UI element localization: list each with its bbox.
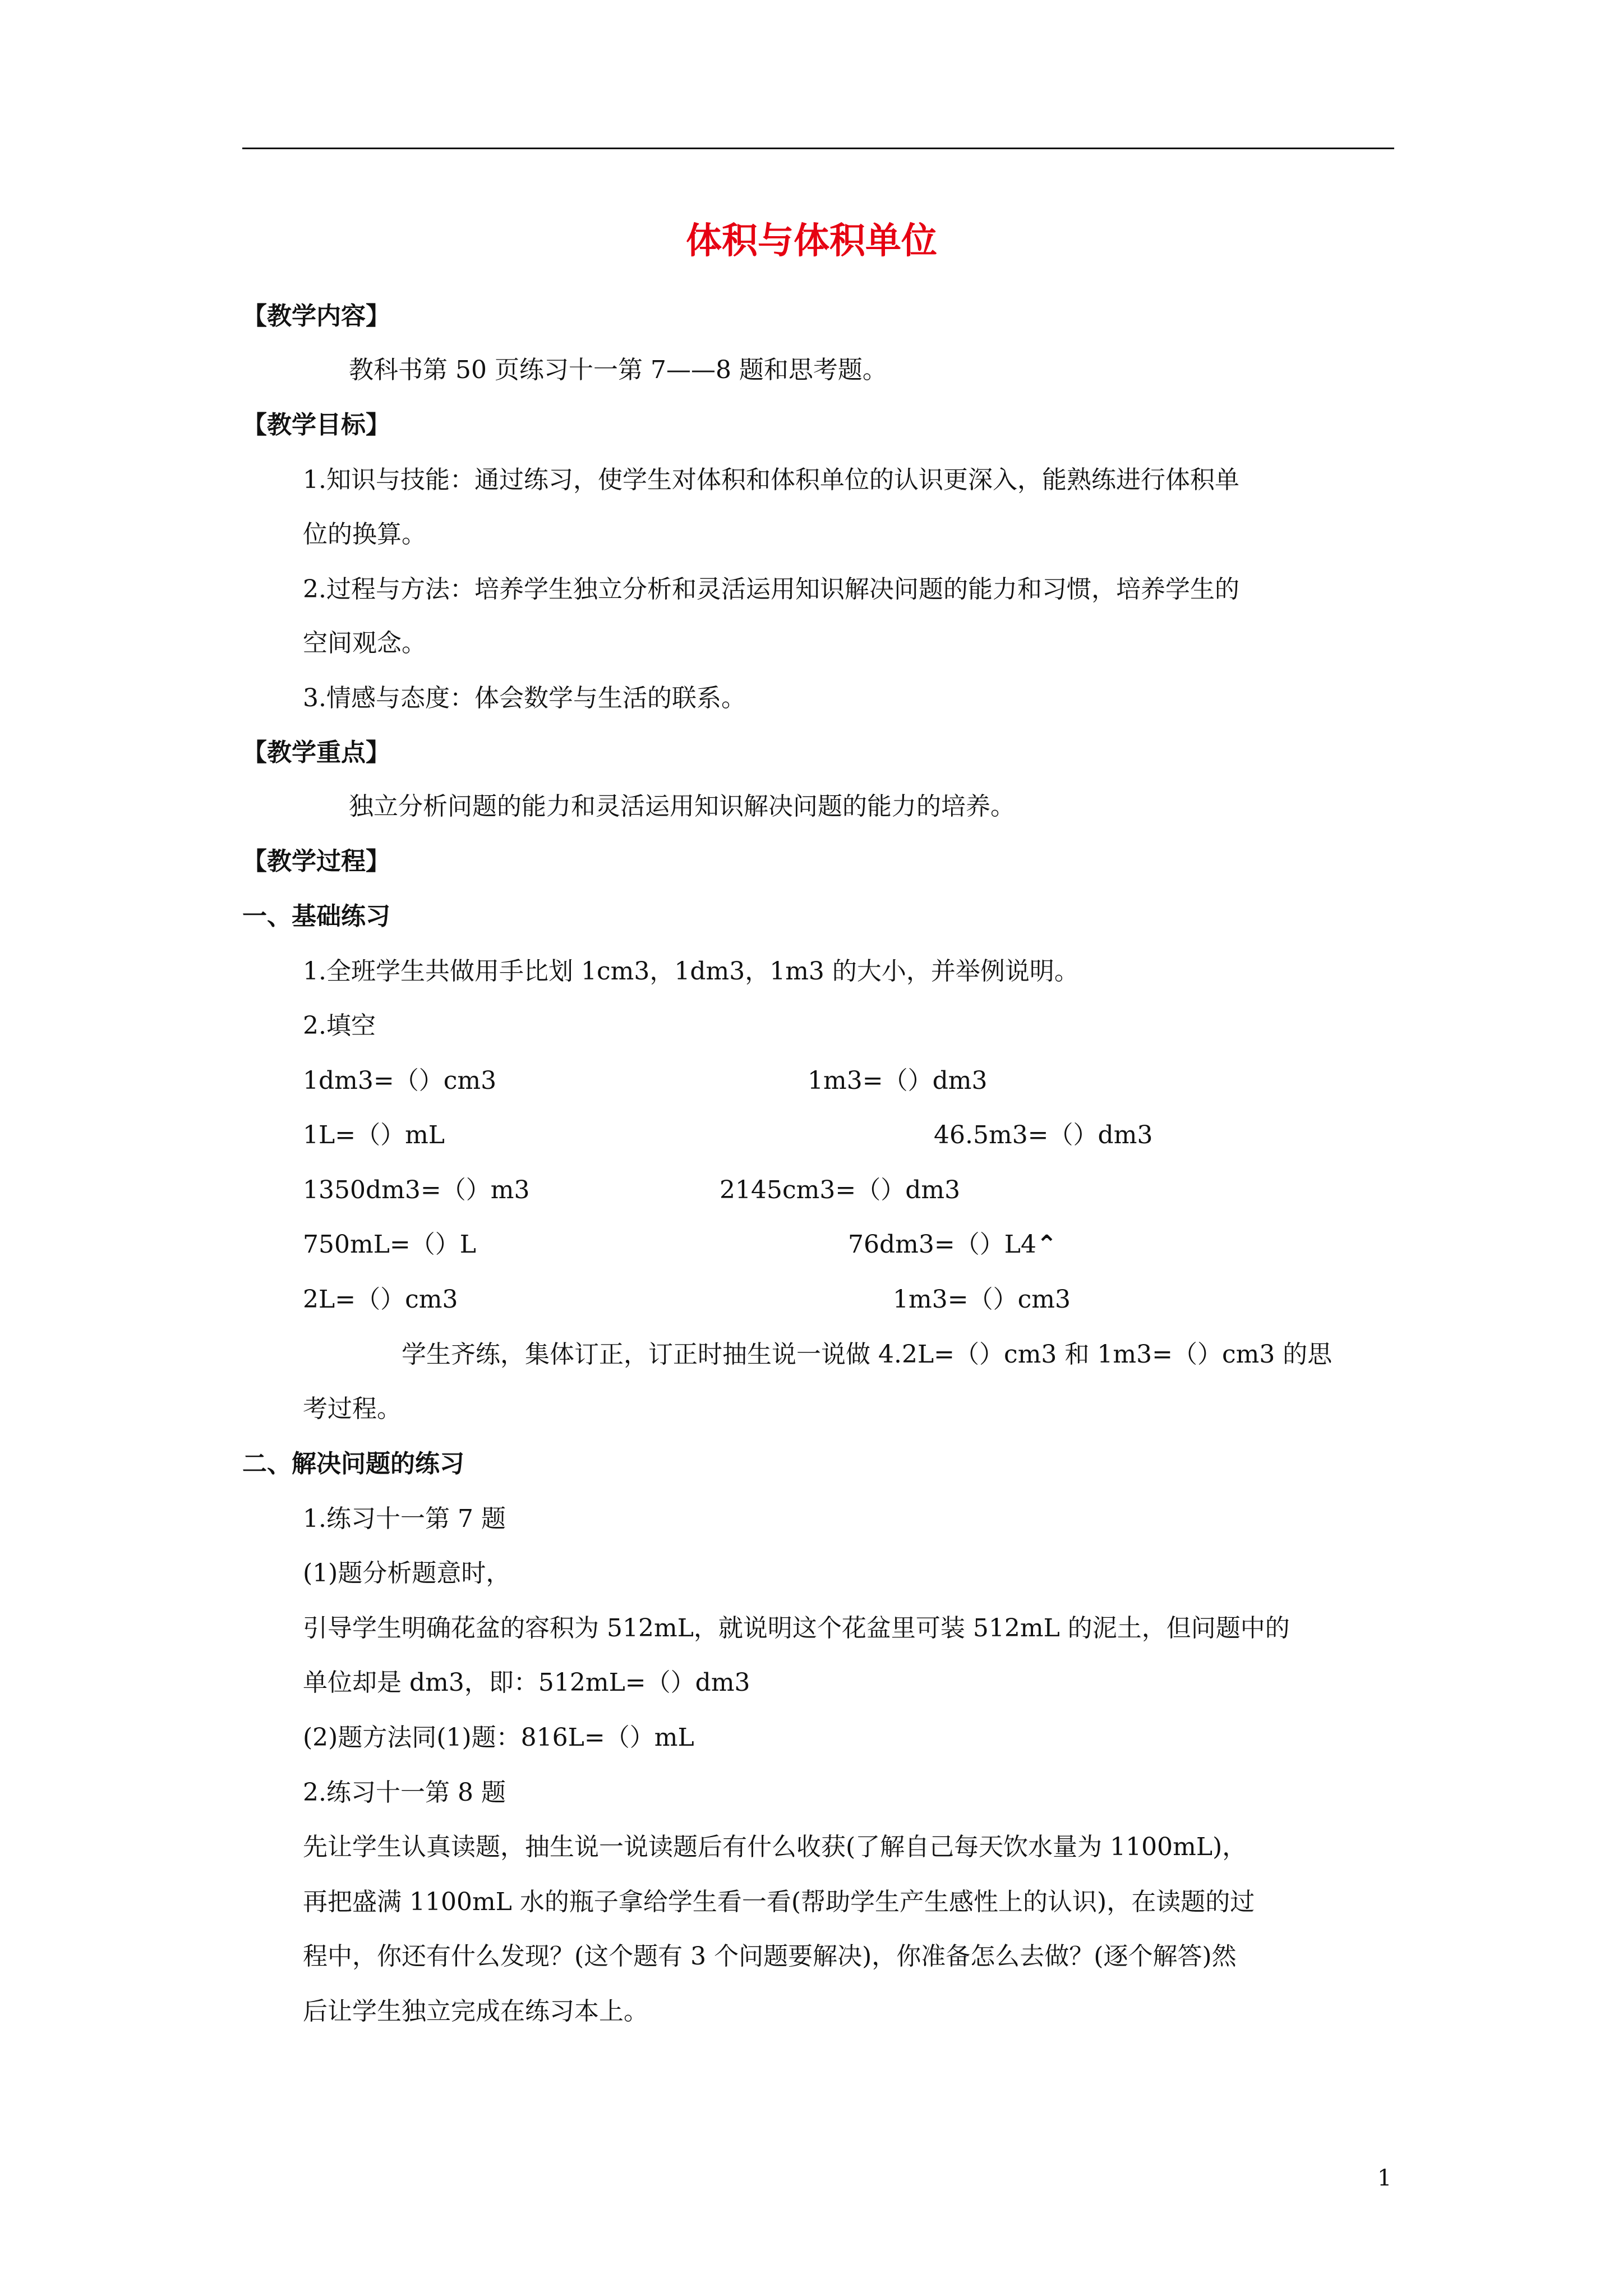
key-text: 独立分析问题的能力和灵活运用知识解决问题的能力的培养。 (349, 792, 1015, 821)
fill-row-2-left: 1L=（）mL (303, 1121, 445, 1149)
fill-row-4-right (848, 1228, 1057, 1262)
fill-row-4-right-text: 76dm3=（）L4 (848, 1230, 1036, 1259)
part-2-item-2-line-3: 程中，你还有什么发现？(这个题有 3 个问题要解决)，你准备怎么去做？(逐个解答)然 (303, 1942, 1237, 1971)
fill-row-5-right: 1m3=（）cm3 (893, 1285, 1071, 1314)
part-1-item-2: 2.填空 (303, 1011, 376, 1040)
part-2-item-1-sub-3: 单位却是 dm3，即：512mL=（）dm3 (303, 1668, 750, 1697)
part-1-note-line-1: 学生齐练，集体订正，订正时抽生说一说做 4.2L=（）cm3 和 1m3=（）cm3 的思 (402, 1340, 1332, 1369)
part-1-item-1: 1.全班学生共做用手比划 1cm3，1dm3，1m3 的大小，并举例说明。 (303, 957, 1079, 986)
goal-1-line-1: 1.知识与技能：通过练习，使学生对体积和体积单位的认识更深入，能熟练进行体积单 (303, 466, 1239, 494)
fill-row-3-right: 2145cm3=（）dm3 (720, 1176, 961, 1204)
section-heading-process: 【教学过程】 (242, 847, 390, 876)
goal-2-line-1: 2.过程与方法：培养学生独立分析和灵活运用知识解决问题的能力和习惯，培养学生的 (303, 575, 1239, 604)
part-2-item-1: 1.练习十一第 7 题 (303, 1504, 506, 1533)
fill-row-2-right: 46.5m3=（）dm3 (934, 1121, 1153, 1149)
goal-1-line-2: 位的换算。 (303, 520, 426, 549)
part-2-item-1-sub-1: (1)题分析题意时， (303, 1559, 511, 1588)
part-1-heading: 一、基础练习 (242, 902, 390, 931)
fill-row-5-left: 2L=（）cm3 (303, 1285, 458, 1314)
goal-3: 3.情感与态度：体会数学与生活的联系。 (303, 684, 746, 712)
part-2-heading: 二、解决问题的练习 (242, 1450, 464, 1478)
section-heading-key: 【教学重点】 (242, 738, 390, 767)
part-1-note-line-2: 考过程。 (303, 1395, 402, 1423)
page-number: 1 (1377, 2165, 1392, 2191)
part-2-item-1-sub-4: (2)题方法同(1)题：816L=（）mL (303, 1723, 694, 1752)
section-heading-content: 【教学内容】 (242, 302, 390, 330)
fill-row-1-right: 1m3=（）dm3 (808, 1066, 988, 1095)
fill-row-1-left: 1dm3=（）cm3 (303, 1066, 497, 1095)
content-text: 教科书第 50 页练习十一第 7——8 题和思考题。 (349, 356, 887, 384)
goal-2-line-2: 空间观念。 (303, 629, 426, 657)
fill-row-3-left: 1350dm3=（）m3 (303, 1176, 530, 1204)
part-2-item-2-line-1: 先让学生认真读题，抽生说一说读题后有什么收获(了解自己每天饮水量为 1100mL)， (303, 1833, 1247, 1861)
part-2-item-2-line-4: 后让学生独立完成在练习本上。 (303, 1997, 648, 2026)
part-2-item-2: 2.练习十一第 8 题 (303, 1778, 506, 1807)
caret-mark-icon: ⌃ (1036, 1230, 1057, 1259)
document-title: 体积与体积单位 (686, 220, 937, 262)
section-heading-goals: 【教学目标】 (242, 411, 390, 439)
part-2-item-2-line-2: 再把盛满 1100mL 水的瓶子拿给学生看一看(帮助学生产生感性上的认识)，在读题的过 (303, 1888, 1255, 1916)
header-rule (242, 148, 1394, 149)
part-2-item-1-sub-2: 引导学生明确花盆的容积为 512mL，就说明这个花盆里可装 512mL 的泥土，但问题中的 (303, 1614, 1290, 1642)
fill-row-4-left: 750mL=（）L (303, 1230, 477, 1259)
